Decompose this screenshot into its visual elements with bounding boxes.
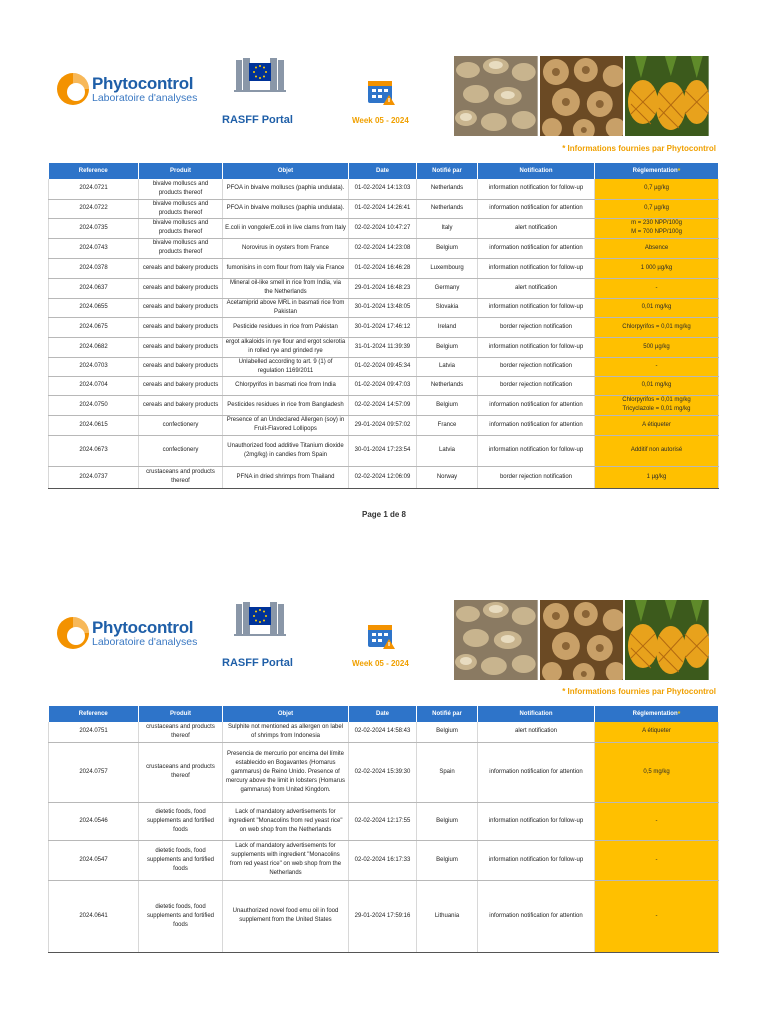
- photo-pineapples: [625, 600, 709, 680]
- cell-reglementation: -: [595, 278, 719, 298]
- cell-notifie-par: Germany: [417, 278, 478, 298]
- cell-date: 29-01-2024 16:48:23: [349, 278, 417, 298]
- food-photos: [454, 600, 709, 680]
- table-row: [49, 278, 719, 298]
- cell-objet: Lack of mandatory advertisements for ingredient "Monacolins from red yeast rice" on web shop from the Netherlands: [223, 802, 349, 840]
- cell-notification: border rejection notification: [478, 466, 595, 488]
- cell-produit: bivalve molluscs and products thereof: [139, 199, 223, 218]
- photo-pineapples: [625, 56, 709, 136]
- cell-reference: 2024.0637: [49, 278, 139, 298]
- logo-name: Phytocontrol: [92, 617, 194, 637]
- cell-produit: crustaceans and products thereof: [139, 742, 223, 802]
- cell-produit: bivalve molluscs and products thereof: [139, 218, 223, 238]
- col-reglementation: Réglementation*: [595, 706, 719, 722]
- info-note: * Informations fournies par Phytocontrol: [562, 144, 716, 153]
- cell-objet: Chlorpyrifos in basmati rice from India: [223, 376, 349, 395]
- cell-reglementation: -: [595, 357, 719, 376]
- cell-notification: information notification for attention: [478, 238, 595, 258]
- cell-notification: information notification for follow-up: [478, 179, 595, 199]
- cell-reglementation: 1 µg/kg: [595, 466, 719, 488]
- cell-reference: 2024.0751: [49, 722, 139, 742]
- phytocontrol-logo-icon: [56, 72, 90, 106]
- logo-subtitle: Laboratoire d'analyses: [92, 635, 198, 648]
- photo-clams: [454, 56, 538, 136]
- cell-notification: information notification for attention: [478, 415, 595, 435]
- cell-notifie-par: Belgium: [417, 238, 478, 258]
- cell-notifie-par: Belgium: [417, 802, 478, 840]
- rasff-table-page-1: [48, 163, 719, 489]
- week-label: Week 05 - 2024: [352, 116, 409, 125]
- col-reference: Reference: [49, 706, 139, 722]
- cell-produit: cereals and bakery products: [139, 337, 223, 357]
- rasff-portal-title: RASFF Portal: [222, 657, 293, 669]
- cell-notifie-par: Netherlands: [417, 199, 478, 218]
- phytocontrol-logo-icon: [56, 616, 90, 650]
- cell-date: 30-01-2024 17:23:54: [349, 435, 417, 466]
- cell-reference: 2024.0682: [49, 337, 139, 357]
- cell-notifie-par: Belgium: [417, 722, 478, 742]
- cell-reglementation: Absence: [595, 238, 719, 258]
- cell-notifie-par: Italy: [417, 218, 478, 238]
- cell-notifie-par: Luxembourg: [417, 258, 478, 278]
- cell-date: 02-02-2024 10:47:27: [349, 218, 417, 238]
- cell-objet: Acetamiprid above MRL in basmati rice from Pakistan: [223, 298, 349, 317]
- cell-notifie-par: Slovakia: [417, 298, 478, 317]
- table-row: [49, 238, 719, 258]
- col-objet: Objet: [223, 163, 349, 179]
- cell-objet: PFOA in bivalve molluscs (paphia undulata).: [223, 199, 349, 218]
- report-page-2: [0, 556, 768, 1024]
- cell-date: 31-01-2024 11:39:39: [349, 337, 417, 357]
- cell-produit: confectionery: [139, 435, 223, 466]
- cell-reference: 2024.0737: [49, 466, 139, 488]
- col-reference: Reference: [49, 163, 139, 179]
- cell-objet: PFOA in bivalve molluscs (paphia undulata).: [223, 179, 349, 199]
- table-row: [49, 466, 719, 488]
- cell-notification: information notification for follow-up: [478, 298, 595, 317]
- cell-reference: 2024.0722: [49, 199, 139, 218]
- cell-reglementation: Chlorpyrifos = 0,01 mg/kg: [595, 317, 719, 337]
- cell-date: 01-02-2024 09:47:03: [349, 376, 417, 395]
- photo-dried-fruit: [540, 56, 624, 136]
- cell-notifie-par: Netherlands: [417, 179, 478, 199]
- cell-notification: alert notification: [478, 722, 595, 742]
- cell-reglementation: 0,7 µg/kg: [595, 199, 719, 218]
- cell-date: 01-02-2024 09:45:34: [349, 357, 417, 376]
- cell-objet: Lack of mandatory advertisements for supplements with ingredient "Monacolins from red yeast rice" on web shop from the Netherlands: [223, 840, 349, 880]
- cell-notifie-par: Spain: [417, 742, 478, 802]
- cell-produit: cereals and bakery products: [139, 258, 223, 278]
- table-row: [49, 395, 719, 415]
- cell-reference: 2024.0675: [49, 317, 139, 337]
- cell-objet: Norovirus in oysters from France: [223, 238, 349, 258]
- cell-reglementation: Chlorpyrifos = 0,01 mg/kg Tricyclazole = 0,01 mg/kg: [595, 395, 719, 415]
- cell-date: 29-01-2024 09:57:02: [349, 415, 417, 435]
- logo-name: Phytocontrol: [92, 73, 194, 93]
- cell-date: 02-02-2024 14:23:08: [349, 238, 417, 258]
- cell-notification: information notification for follow-up: [478, 337, 595, 357]
- cell-produit: crustaceans and products thereof: [139, 466, 223, 488]
- european-commission-logo: [232, 56, 288, 112]
- table-row: [49, 218, 719, 238]
- cell-objet: PFNA in dried shrimps from Thailand: [223, 466, 349, 488]
- cell-reglementation: Additif non autorisé: [595, 435, 719, 466]
- cell-reference: 2024.0750: [49, 395, 139, 415]
- calendar-warning-icon: [366, 76, 396, 106]
- logo-subtitle: Laboratoire d'analyses: [92, 91, 198, 104]
- table-row: [49, 199, 719, 218]
- cell-objet: fumonisins in corn flour from Italy via France: [223, 258, 349, 278]
- cell-reglementation: 0,01 mg/kg: [595, 298, 719, 317]
- table-body: [49, 179, 719, 488]
- cell-reference: 2024.0673: [49, 435, 139, 466]
- table-row: [49, 258, 719, 278]
- cell-reference: 2024.0615: [49, 415, 139, 435]
- cell-produit: cereals and bakery products: [139, 357, 223, 376]
- cell-produit: cereals and bakery products: [139, 298, 223, 317]
- col-date: Date: [349, 163, 417, 179]
- cell-notification: alert notification: [478, 278, 595, 298]
- table-row: [49, 317, 719, 337]
- cell-objet: Pesticides residues in rice from Bangladesh: [223, 395, 349, 415]
- cell-produit: dietetic foods, food supplements and fortified foods: [139, 802, 223, 840]
- cell-notification: information notification for follow-up: [478, 435, 595, 466]
- cell-objet: Presence of an Undeclared Allergen (soy) in Fruit-Flavored Lollipops: [223, 415, 349, 435]
- cell-date: 29-01-2024 17:59:16: [349, 880, 417, 952]
- cell-objet: Unlabelled according to art. 9 (1) of regulation 1169/2011: [223, 357, 349, 376]
- cell-produit: cereals and bakery products: [139, 317, 223, 337]
- cell-notification: alert notification: [478, 218, 595, 238]
- cell-date: 02-02-2024 12:06:09: [349, 466, 417, 488]
- cell-notifie-par: Norway: [417, 466, 478, 488]
- cell-notification: information notification for attention: [478, 742, 595, 802]
- cell-reference: 2024.0704: [49, 376, 139, 395]
- cell-reglementation: 0,01 mg/kg: [595, 376, 719, 395]
- cell-date: 01-02-2024 14:26:41: [349, 199, 417, 218]
- info-note: * Informations fournies par Phytocontrol: [562, 687, 716, 696]
- cell-notifie-par: France: [417, 415, 478, 435]
- col-produit: Produit: [139, 163, 223, 179]
- cell-objet: Mineral oil-like smell in rice from India, via the Netherlands: [223, 278, 349, 298]
- cell-objet: Presencia de mercurio por encima del límite establecido en Bogavantes (Homarus gammarus) de Reino Unido. Presence of mercury above the limit in lobsters (Homarus gammarus) from United Kingdom.: [223, 742, 349, 802]
- table-header-row: [49, 706, 719, 722]
- table-row: [49, 722, 719, 742]
- cell-reference: 2024.0735: [49, 218, 139, 238]
- food-photos: [454, 56, 709, 136]
- cell-produit: cereals and bakery products: [139, 395, 223, 415]
- cell-notification: information notification for follow-up: [478, 258, 595, 278]
- cell-reference: 2024.0378: [49, 258, 139, 278]
- cell-reglementation: 500 µg/kg: [595, 337, 719, 357]
- col-notification: Notification: [478, 163, 595, 179]
- week-label: Week 05 - 2024: [352, 659, 409, 668]
- table-body: [49, 722, 719, 952]
- col-notifie-par: Notifié par: [417, 706, 478, 722]
- page-footer: Page 1 de 8: [361, 510, 407, 519]
- cell-date: 02-02-2024 12:17:55: [349, 802, 417, 840]
- photo-clams: [454, 600, 538, 680]
- col-produit: Produit: [139, 706, 223, 722]
- cell-reference: 2024.0546: [49, 802, 139, 840]
- cell-notification: border rejection notification: [478, 376, 595, 395]
- cell-reference: 2024.0721: [49, 179, 139, 199]
- cell-date: 30-01-2024 17:46:12: [349, 317, 417, 337]
- col-notifie-par: Notifié par: [417, 163, 478, 179]
- col-reglementation: Réglementation*: [595, 163, 719, 179]
- cell-produit: confectionery: [139, 415, 223, 435]
- cell-reglementation: A étiqueter: [595, 722, 719, 742]
- cell-notifie-par: Belgium: [417, 337, 478, 357]
- cell-produit: crustaceans and products thereof: [139, 722, 223, 742]
- calendar-warning-icon: [366, 620, 396, 650]
- table-row: [49, 415, 719, 435]
- cell-notification: information notification for attention: [478, 199, 595, 218]
- cell-notification: information notification for follow-up: [478, 802, 595, 840]
- col-notification: Notification: [478, 706, 595, 722]
- cell-objet: ergot alkaloids in rye flour and ergot sclerotia in rolled rye and grinded rye: [223, 337, 349, 357]
- cell-produit: cereals and bakery products: [139, 278, 223, 298]
- cell-reglementation: A étiqueter: [595, 415, 719, 435]
- cell-produit: bivalve molluscs and products thereof: [139, 179, 223, 199]
- table-header-row: [49, 163, 719, 179]
- cell-date: 02-02-2024 16:17:33: [349, 840, 417, 880]
- cell-notifie-par: Ireland: [417, 317, 478, 337]
- cell-reference: 2024.0757: [49, 742, 139, 802]
- cell-date: 02-02-2024 15:39:30: [349, 742, 417, 802]
- cell-notifie-par: Belgium: [417, 840, 478, 880]
- page-header: [0, 0, 768, 153]
- cell-reference: 2024.0703: [49, 357, 139, 376]
- cell-objet: E.coli in vongole/E.coli in live clams from Italy: [223, 218, 349, 238]
- cell-reglementation: 0,5 mg/kg: [595, 742, 719, 802]
- cell-reglementation: -: [595, 880, 719, 952]
- cell-date: 01-02-2024 16:46:28: [349, 258, 417, 278]
- cell-date: 02-02-2024 14:58:43: [349, 722, 417, 742]
- table-row: [49, 179, 719, 199]
- cell-reference: 2024.0547: [49, 840, 139, 880]
- phytocontrol-logo: [56, 72, 197, 106]
- cell-notifie-par: Latvia: [417, 357, 478, 376]
- cell-notifie-par: Belgium: [417, 395, 478, 415]
- phytocontrol-logo: [56, 616, 197, 650]
- cell-reference: 2024.0743: [49, 238, 139, 258]
- cell-produit: cereals and bakery products: [139, 376, 223, 395]
- cell-produit: dietetic foods, food supplements and fortified foods: [139, 840, 223, 880]
- rasff-portal-title: RASFF Portal: [222, 114, 293, 126]
- cell-objet: Pesticide residues in rice from Pakistan: [223, 317, 349, 337]
- cell-objet: Sulphite not mentioned as allergen on label of shrimps from Indonesia: [223, 722, 349, 742]
- table-row: [49, 298, 719, 317]
- col-objet: Objet: [223, 706, 349, 722]
- cell-reference: 2024.0641: [49, 880, 139, 952]
- european-commission-logo: [232, 600, 288, 656]
- cell-date: 30-01-2024 13:48:05: [349, 298, 417, 317]
- cell-produit: dietetic foods, food supplements and fortified foods: [139, 880, 223, 952]
- cell-reglementation: -: [595, 802, 719, 840]
- col-date: Date: [349, 706, 417, 722]
- cell-notification: border rejection notification: [478, 317, 595, 337]
- cell-notification: border rejection notification: [478, 357, 595, 376]
- cell-notification: information notification for attention: [478, 395, 595, 415]
- cell-date: 01-02-2024 14:13:03: [349, 179, 417, 199]
- page-header: [0, 556, 768, 706]
- cell-produit: bivalve molluscs and products thereof: [139, 238, 223, 258]
- table-row: [49, 357, 719, 376]
- cell-reglementation: 0,7 µg/kg: [595, 179, 719, 199]
- cell-date: 02-02-2024 14:57:09: [349, 395, 417, 415]
- cell-reglementation: m = 230 NPP/100g M = 700 NPP/100g: [595, 218, 719, 238]
- rasff-table-page-2: [48, 706, 719, 953]
- cell-notification: information notification for follow-up: [478, 840, 595, 880]
- cell-notification: information notification for attention: [478, 880, 595, 952]
- table-row: [49, 435, 719, 466]
- cell-notifie-par: Netherlands: [417, 376, 478, 395]
- table-row: [49, 802, 719, 840]
- table-row: [49, 840, 719, 880]
- table-row: [49, 376, 719, 395]
- cell-reference: 2024.0655: [49, 298, 139, 317]
- cell-objet: Unauthorized novel food emu oil in food supplement from the United States: [223, 880, 349, 952]
- table-row: [49, 337, 719, 357]
- cell-notifie-par: Latvia: [417, 435, 478, 466]
- cell-notifie-par: Lithuania: [417, 880, 478, 952]
- table-row: [49, 880, 719, 952]
- cell-objet: Unauthorized food additive Titanium dioxide (2mg/kg) in candies from Spain: [223, 435, 349, 466]
- cell-reglementation: 1 000 µg/kg: [595, 258, 719, 278]
- cell-reglementation: -: [595, 840, 719, 880]
- photo-dried-fruit: [540, 600, 624, 680]
- table-row: [49, 742, 719, 802]
